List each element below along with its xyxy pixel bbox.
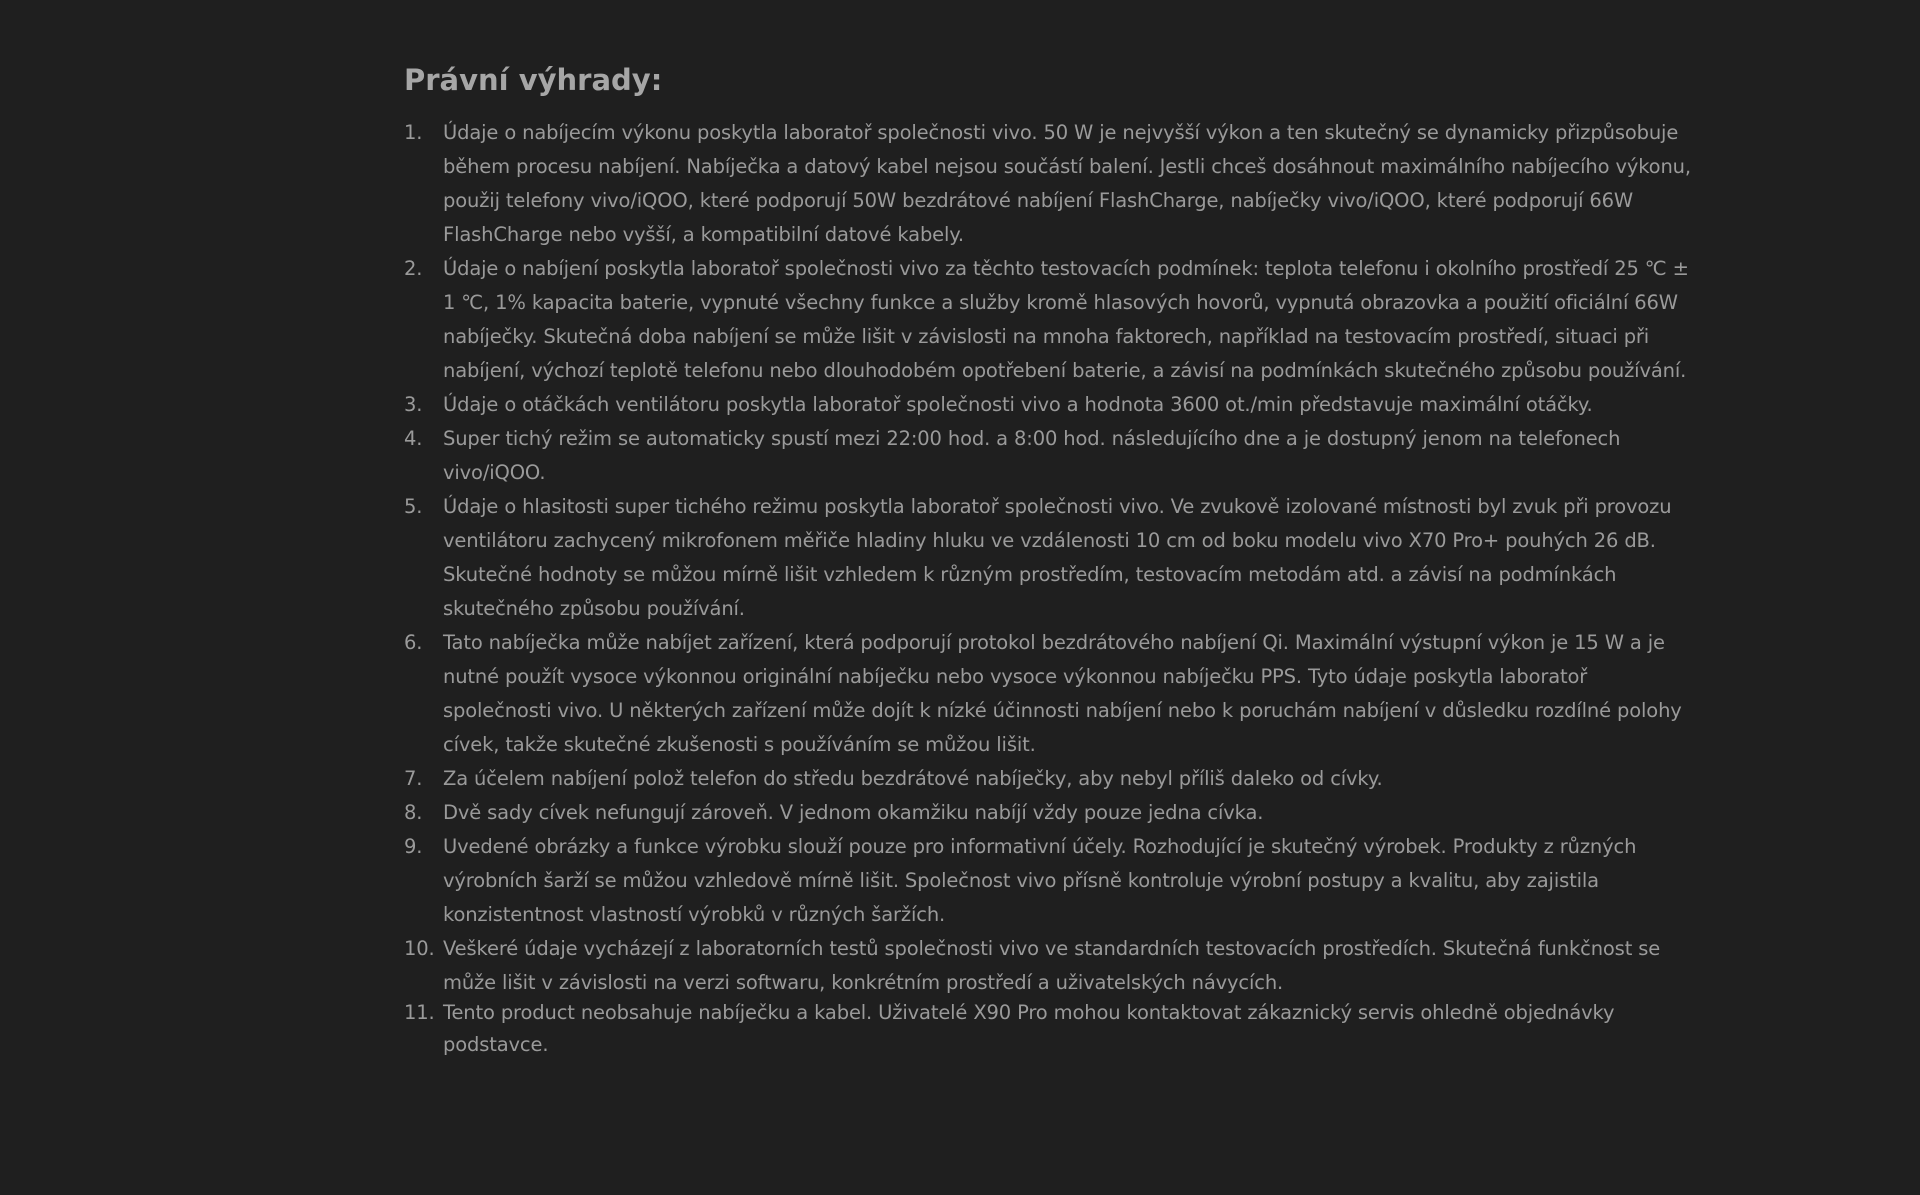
item-number: 4. [404,427,423,450]
item-number: 5. [404,495,423,518]
disclaimer-item [404,997,1694,1061]
item-number: 3. [404,393,423,416]
disclaimer-title: Právní výhrady: [404,63,663,97]
disclaimer-item [404,830,1694,932]
item-number: 1. [404,121,423,144]
disclaimer-item [404,422,1694,490]
item-number: 7. [404,767,423,790]
item-number: 8. [404,801,423,824]
item-text: Údaje o hlasitosti super tichého režimu poskytla laboratoř společnosti vivo. Ve zvukově izolované místnosti byl zvuk při provozu ventilátoru zachycený mikrofonem měřiče hladiny hluku ve vzdálenosti 10 cm od boku modelu vivo X70 Pro+ pouhých 26 dB. Skutečné hodnoty se můžou mírně lišit vzhledem k různým prostředím, testovacím metodám atd. a závisí na podmínkách skutečného způsobu používání. [443,495,1672,620]
disclaimer-item [404,762,1694,796]
item-number: 2. [404,257,423,280]
disclaimer-item [404,388,1694,422]
item-text: Údaje o nabíjecím výkonu poskytla laboratoř společnosti vivo. 50 W je nejvyšší výkon a ten skutečný se dynamicky přizpůsobuje během procesu nabíjení. Nabíječka a datový kabel nejsou součástí balení. Jestli chceš dosáhnout maximálního nabíjecího výkonu, použij telefony vivo/iQOO, které podporují 50W bezdrátové nabíjení FlashCharge, nabíječky vivo/iQOO, které podporují 66W FlashCharge nebo vyšší, a kompatibilní datové kabely. [443,121,1691,246]
item-text: Super tichý režim se automaticky spustí mezi 22:00 hod. a 8:00 hod. následujícího dne a je dostupný jenom na telefonech vivo/iQOO. [443,427,1621,484]
item-number: 6. [404,631,423,654]
disclaimer-item [404,490,1694,626]
item-number: 11. [404,1001,435,1024]
item-text: Uvedené obrázky a funkce výrobku slouží pouze pro informativní účely. Rozhodující je skutečný výrobek. Produkty z různých výrobních šarží se můžou vzhledově mírně lišit. Společnost vivo přísně kontroluje výrobní postupy a kvalitu, aby zajistila konzistentnost vlastností výrobků v různých šaržích. [443,835,1637,926]
item-text: Tato nabíječka může nabíjet zařízení, která podporují protokol bezdrátového nabíjení Qi. Maximální výstupní výkon je 15 W a je nutné použít vysoce výkonnou originální nabíječku nebo vysoce výkonnou nabíječku PPS. Tyto údaje poskytla laboratoř společnosti vivo. U některých zařízení může dojít k nízké účinnosti nabíjení nebo k poruchám nabíjení v důsledku rozdílné polohy cívek, takže skutečné zkušenosti s používáním se můžou lišit. [443,631,1682,756]
item-text: Za účelem nabíjení polož telefon do středu bezdrátové nabíječky, aby nebyl příliš daleko od cívky. [443,767,1383,790]
item-text: Dvě sady cívek nefungují zároveň. V jednom okamžiku nabíjí vždy pouze jedna cívka. [443,801,1264,824]
item-text: Údaje o otáčkách ventilátoru poskytla laboratoř společnosti vivo a hodnota 3600 ot./min představuje maximální otáčky. [443,393,1593,416]
disclaimer-section [404,58,1694,1061]
item-number: 9. [404,835,423,858]
item-text: Údaje o nabíjení poskytla laboratoř společnosti vivo za těchto testovacích podmínek: teplota telefonu i okolního prostředí 25 ℃ ± 1 ℃, 1% kapacita baterie, vypnuté všechny funkce a služby kromě hlasových hovorů, vypnutá obrazovka a použití oficiální 66W nabíječky. Skutečná doba nabíjení se může lišit v závislosti na mnoha faktorech, například na testovacím prostředí, situaci při nabíjení, výchozí teplotě telefonu nebo dlouhodobém opotřebení baterie, a závisí na podmínkách skutečného způsobu používání. [443,257,1689,382]
disclaimer-item [404,116,1694,252]
disclaimer-item [404,252,1694,388]
item-number: 10. [404,937,435,960]
disclaimer-item [404,796,1694,830]
item-text: Tento product neobsahuje nabíječku a kabel. Uživatelé X90 Pro mohou kontaktovat zákaznický servis ohledně objednávky podstavce. [443,1001,1615,1056]
item-text: Veškeré údaje vycházejí z laboratorních testů společnosti vivo ve standardních testovacích prostředích. Skutečná funkčnost se může lišit v závislosti na verzi softwaru, konkrétním prostředí a uživatelských návycích. [443,937,1661,994]
disclaimer-item [404,626,1694,762]
disclaimer-item [404,932,1694,1000]
disclaimer-list [404,116,1694,1061]
